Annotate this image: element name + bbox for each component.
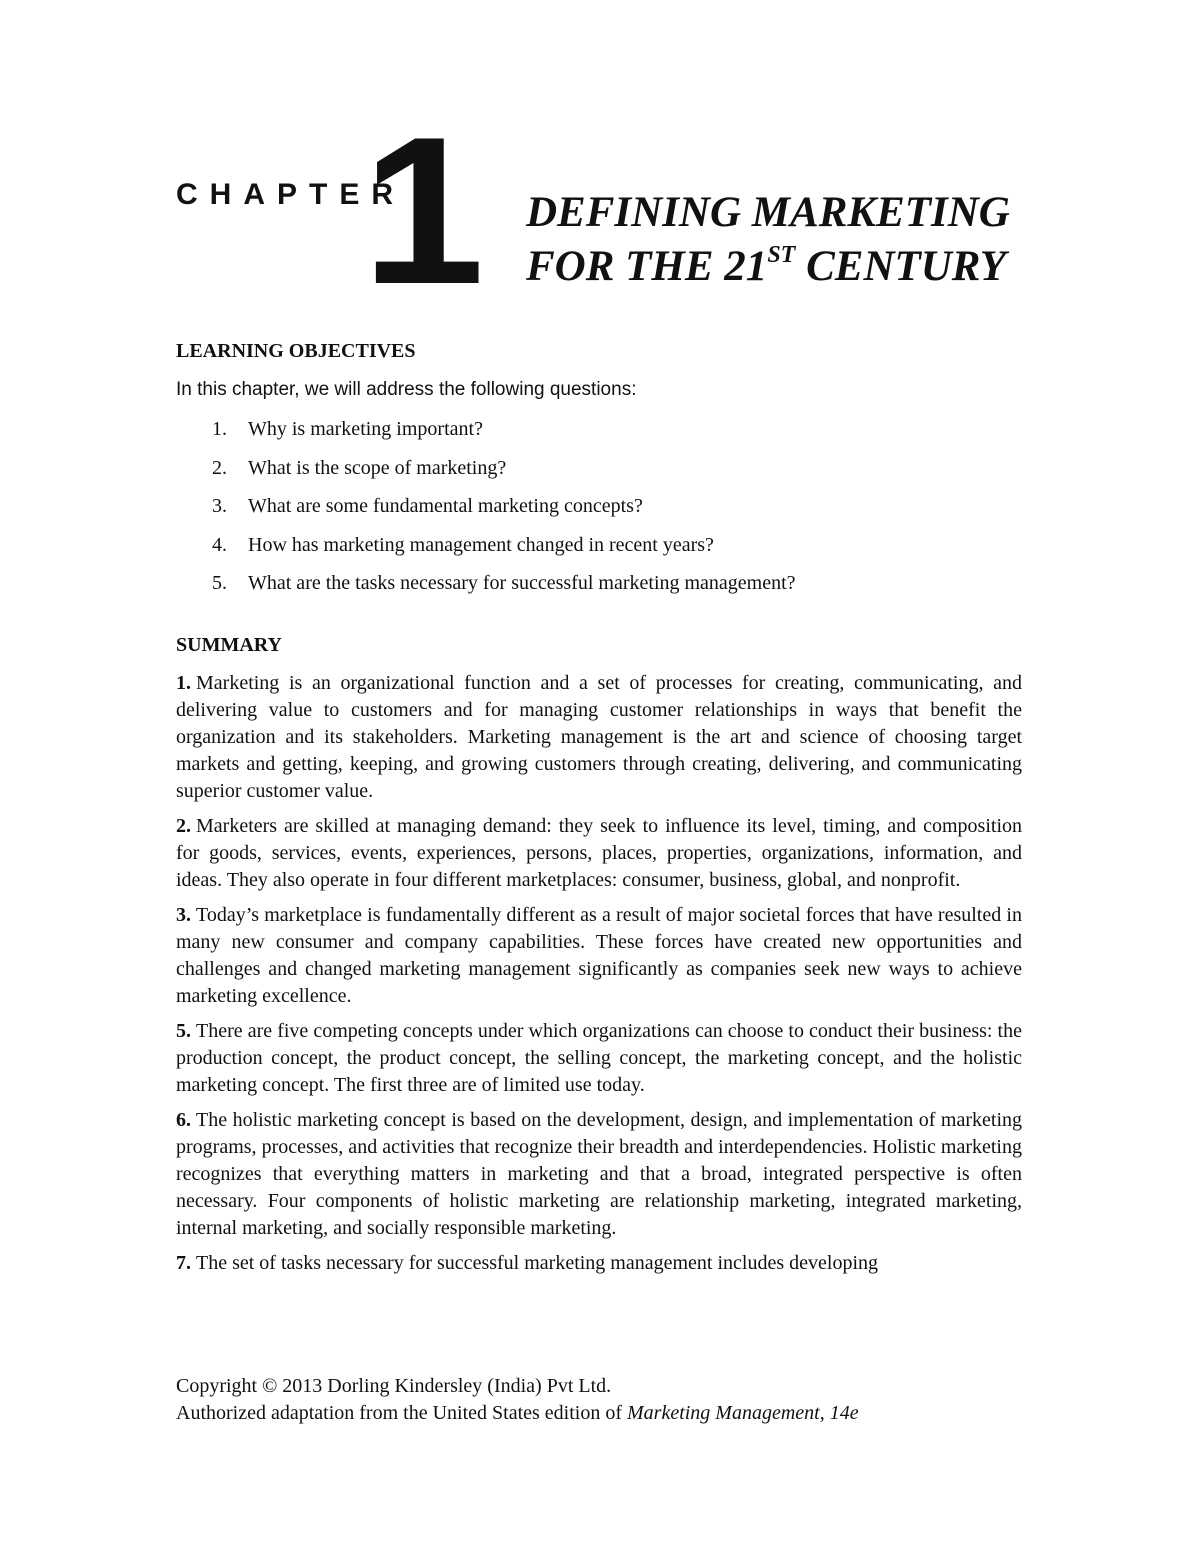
summary-text: The set of tasks necessary for successful marketing management includes developing	[196, 1252, 879, 1274]
chapter-label: CHAPTER	[176, 178, 406, 211]
summary-item	[176, 1018, 1022, 1099]
summary-number: 3.	[176, 904, 191, 926]
objective-item	[176, 416, 1022, 442]
summary-text: Marketers are skilled at managing demand: they seek to influence its level, timing, and composition for goods, services, events, experiences, persons, places, properties, organizations, information, and ideas. They also operate in four different marketplaces: consumer, business, global, and nonprofit.	[176, 815, 1022, 891]
objective-text: What are some fundamental marketing concepts?	[248, 495, 643, 517]
chapter-title-line1: DEFINING MARKETING	[526, 189, 1010, 236]
chapter-title-line2-prefix: FOR THE 21	[526, 243, 768, 290]
summary-item	[176, 670, 1022, 805]
objectives-intro: In this chapter, we will address the following questions:	[176, 379, 637, 400]
summary-number: 2.	[176, 815, 191, 837]
adaptation-line	[176, 1400, 859, 1427]
summary-text: Today’s marketplace is fundamentally different as a result of major societal forces that have resulted in many new consumer and company capabilities. These forces have created new opportunities and challenges and changed marketing management significantly as companies seek new ways to achieve marketing excellence.	[176, 904, 1022, 1007]
copyright-line: Copyright © 2013 Dorling Kindersley (India) Pvt Ltd.	[176, 1375, 612, 1397]
objectives-list	[176, 416, 1022, 596]
objective-item	[176, 455, 1022, 481]
objective-text: How has marketing management changed in recent years?	[248, 533, 714, 556]
objective-number: 2.	[212, 456, 227, 479]
chapter-title-superscript: ST	[767, 242, 796, 268]
main-content	[176, 338, 1022, 1277]
objective-item	[176, 570, 1022, 596]
objective-item	[176, 493, 1022, 519]
book-title: Marketing Management, 14e	[627, 1402, 859, 1424]
chapter-title	[526, 186, 1086, 294]
objective-text: What are the tasks necessary for successful marketing management?	[248, 572, 796, 594]
objective-item	[176, 532, 1022, 558]
summary-item	[176, 1107, 1022, 1242]
summary-item	[176, 902, 1022, 1010]
chapter-title-line2	[526, 240, 1086, 294]
chapter-number: 1	[362, 93, 485, 328]
objective-number: 4.	[212, 533, 227, 556]
summary-number: 5.	[176, 1020, 191, 1042]
summary-number: 6.	[176, 1109, 191, 1131]
summary-text: The holistic marketing concept is based on the development, design, and implementation of marketing programs, processes, and activities that recognize their breadth and interdependencies. Holistic marketing recognizes that everything matters in marketing and that a broad, integrated perspective is often necessary. Four components of holistic marketing are relationship marketing, integrated marketing, internal marketing, and socially responsible marketing.	[176, 1109, 1022, 1239]
summary-text: There are five competing concepts under which organizations can choose to conduct their business: the production concept, the product concept, the selling concept, the marketing concept, and the holistic marketing concept. The first three are of limited use today.	[176, 1020, 1022, 1096]
objective-text: What is the scope of marketing?	[248, 456, 507, 479]
page-footer	[176, 1373, 859, 1427]
objective-text: Why is marketing important?	[248, 418, 483, 440]
summary-item	[176, 813, 1022, 894]
chapter-title-line2-suffix: CENTURY	[795, 243, 1006, 290]
adaptation-prefix: Authorized adaptation from the United States edition of	[176, 1402, 627, 1424]
objective-number: 5.	[212, 572, 227, 594]
objective-number: 3.	[212, 495, 227, 517]
summary-item	[176, 1250, 1022, 1277]
learning-objectives-heading: LEARNING OBJECTIVES	[176, 340, 416, 362]
summary-heading: SUMMARY	[176, 634, 282, 656]
objective-number: 1.	[212, 418, 227, 440]
summary-text: Marketing is an organizational function and a set of processes for creating, communicating, and delivering value to customers and for managing customer relationships in ways that benefit the organization and its stakeholders. Marketing management is the art and science of choosing target markets and getting, keeping, and growing customers through creating, delivering, and communicating superior customer value.	[176, 672, 1022, 802]
summary-number: 1.	[176, 672, 191, 694]
summary-number: 7.	[176, 1252, 191, 1274]
